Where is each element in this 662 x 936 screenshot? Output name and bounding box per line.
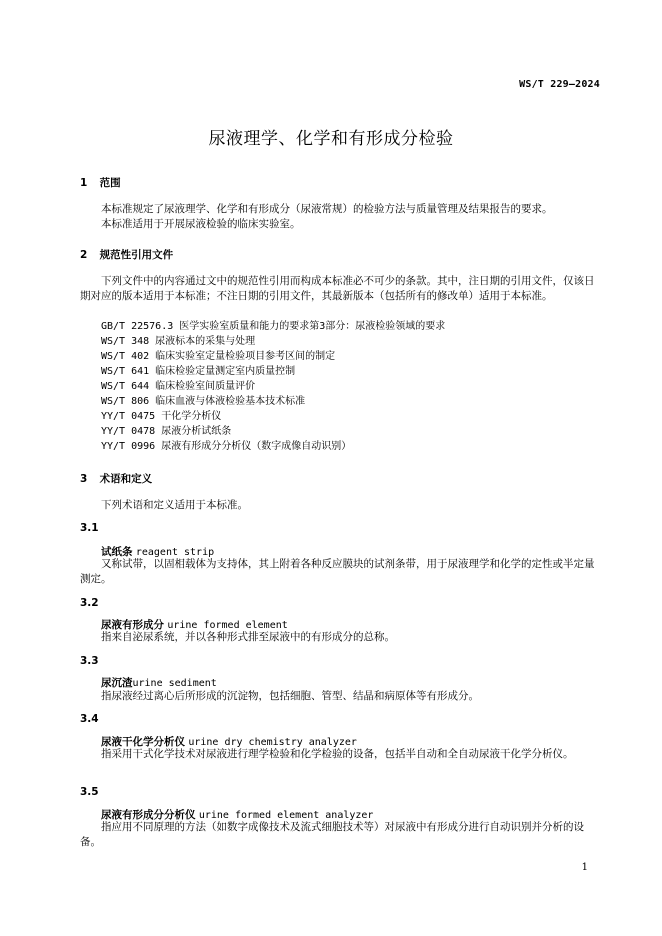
term-zh: 尿液有形成分分析仪 (101, 809, 196, 821)
term-number: 3.3 (80, 655, 99, 667)
section-number: 2 (80, 249, 88, 261)
page-number: 1 (581, 862, 588, 873)
references-intro: 下列文件中的内容通过文中的规范性引用而构成本标准必不可少的条款。其中，注日期的引用文件，仅该日期对应的版本适用于本标准；不注日期的引用文件，其最新版本（包括所有的修改单）适用于本标准。 (80, 275, 595, 302)
reference-item: WS/T 348 尿液标本的采集与处理 (101, 336, 256, 347)
term-zh: 尿液有形成分 (101, 619, 164, 631)
reference-item: YY/T 0475 干化学分析仪 (101, 411, 222, 422)
term-en: urine formed element (167, 620, 288, 631)
term-zh: 试纸条 (101, 546, 133, 558)
reference-item: GB/T 22576.3 医学实验室质量和能力的要求第3部分：尿液检验领域的要求 (101, 321, 446, 332)
term-definition: 指尿液经过离心后所形成的沉淀物，包括细胞、管型、结晶和病原体等有形成分。 (101, 690, 479, 702)
standard-code: WS/T 229—2024 (519, 79, 600, 90)
document-title: 尿液理学、化学和有形成分检验 (208, 129, 454, 149)
section-number: 3 (80, 473, 88, 485)
terms-intro: 下列术语和定义适用于本标准。 (101, 499, 248, 511)
reference-item: YY/T 0996 尿液有形成分分析仪（数字成像自动识别） (101, 441, 352, 452)
section-3-heading (80, 471, 152, 486)
term-definition: 指采用干式化学技术对尿液进行理学检验和化学检验的设备，包括半自动和全自动尿液干化学分析仪。 (101, 748, 574, 760)
section-title: 术语和定义 (99, 473, 153, 485)
section-1-heading (80, 175, 121, 190)
term-en: urine sediment (132, 678, 217, 689)
reference-item: WS/T 644 临床检验室间质量评价 (101, 381, 256, 392)
section-number: 1 (80, 177, 88, 189)
term-definition: 又称试带，以固相载体为支持体，其上附着各种反应膜块的试剂条带，用于尿液理学和化学的定性或半定量测定。 (80, 558, 595, 585)
section-title: 范围 (99, 177, 121, 189)
term-number: 3.4 (80, 713, 99, 725)
reference-item: WS/T 641 临床检验定量测定室内质量控制 (101, 366, 296, 377)
term-definition: 指来自泌尿系统，并以各种形式排至尿液中的有形成分的总称。 (101, 631, 395, 643)
section-title: 规范性引用文件 (99, 249, 174, 261)
reference-list (101, 319, 445, 454)
section-2-heading (80, 247, 173, 262)
scope-paragraph-1: 本标准规定了尿液理学、化学和有形成分（尿液常规）的检验方法与质量管理及结果报告的要求。 (101, 203, 553, 215)
term-number: 3.5 (80, 786, 99, 798)
scope-paragraph-2: 本标准适用于开展尿液检验的临床实验室。 (101, 218, 301, 230)
term-definition: 指应用不同原理的方法（如数字成像技术及流式细胞技术等）对尿液中有形成分进行自动识别并分析的设备。 (80, 821, 584, 848)
reference-item: YY/T 0478 尿液分析试纸条 (101, 426, 232, 437)
term-en: urine formed element analyzer (198, 810, 374, 821)
term-en: urine dry chemistry analyzer (188, 737, 357, 748)
reference-item: WS/T 402 临床实验室定量检验项目参考区间的制定 (101, 351, 336, 362)
term-zh: 尿液干化学分析仪 (101, 736, 185, 748)
term-zh: 尿沉渣 (101, 677, 133, 689)
reference-item: WS/T 806 临床血液与体液检验基本技术标准 (101, 396, 306, 407)
term-en: reagent strip (135, 547, 215, 558)
term-number: 3.2 (80, 597, 99, 609)
term-heading (101, 675, 217, 690)
term-number: 3.1 (80, 522, 99, 534)
